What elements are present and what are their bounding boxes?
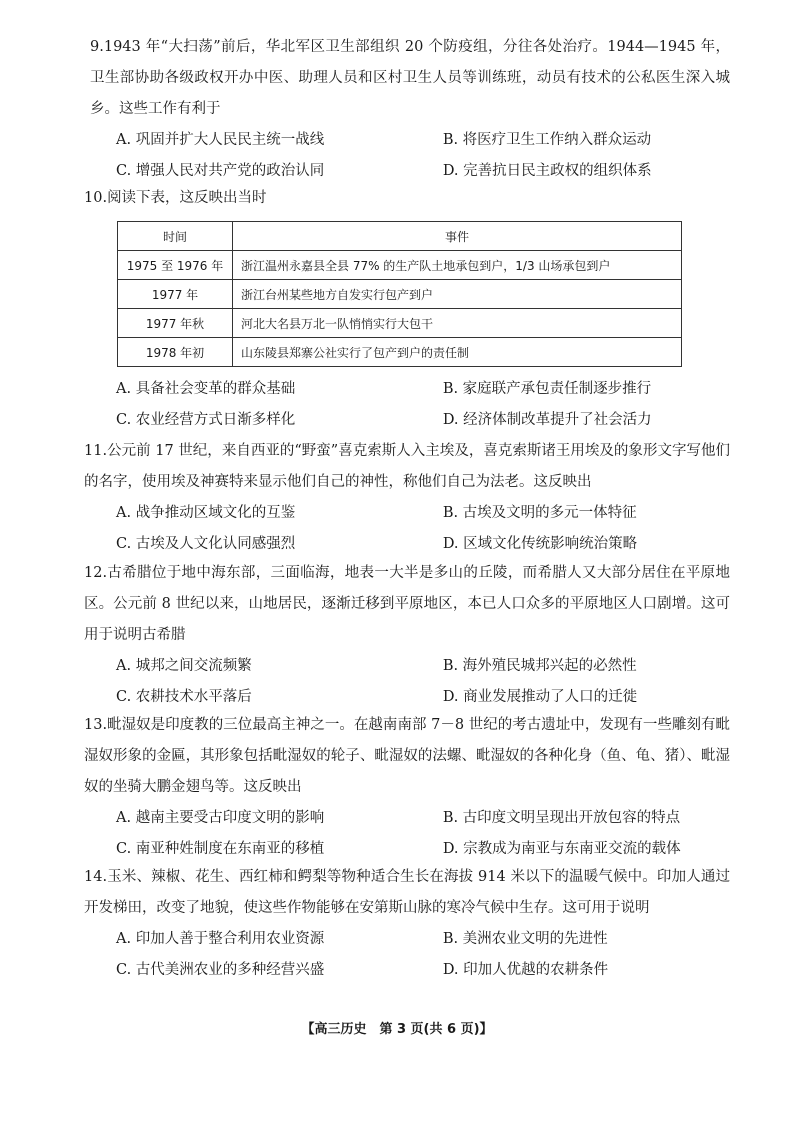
question-10 — [84, 183, 724, 214]
question-number: 13. — [84, 717, 108, 733]
question-text: 毗湿奴是印度教的三位最高主神之一。在越南南部 7－8 世纪的考古遗址中，发现有一些雕刻有毗湿奴形象的金匾，其形象包括毗湿奴的轮子、毗湿奴的法螺、毗湿奴的各种化身（鱼、龟、猪）、毗湿奴的坐骑大鹏金翅鸟等。这反映出 — [84, 717, 730, 795]
option-d: D. 印加人优越的农耕条件 — [442, 962, 609, 978]
question-12 — [84, 558, 730, 713]
option-b: B. 将医疗卫生工作纳入群众运动 — [442, 132, 652, 148]
options — [116, 924, 730, 986]
question-stem — [84, 436, 730, 498]
option-c: C. 古埃及人文化认同感强烈 — [116, 536, 296, 552]
question-9 — [90, 32, 730, 187]
question-stem — [84, 862, 730, 924]
table-row — [118, 338, 682, 367]
table-cell-time: 1975 至 1976 年 — [118, 251, 233, 280]
table-row — [118, 280, 682, 309]
option-a: A. 巩固并扩大人民民主统一战线 — [116, 132, 325, 148]
events-table — [117, 221, 682, 367]
table-cell-time: 1977 年秋 — [118, 309, 233, 338]
table-cell-time: 1977 年 — [118, 280, 233, 309]
table-row — [118, 309, 682, 338]
question-10-options — [90, 374, 730, 436]
question-11 — [84, 436, 730, 560]
option-d: D. 商业发展推动了人口的迁徙 — [442, 689, 638, 705]
question-13 — [84, 710, 730, 865]
question-stem — [84, 710, 730, 803]
table-header-event: 事件 — [233, 222, 682, 251]
option-b: B. 家庭联产承包责任制逐步推行 — [442, 381, 652, 397]
question-number: 10. — [84, 190, 108, 206]
question-stem — [84, 558, 730, 651]
option-c: C. 南亚种姓制度在东南亚的移植 — [116, 841, 325, 857]
question-number: 14. — [84, 869, 108, 885]
option-d: D. 区域文化传统影响统治策略 — [442, 536, 638, 552]
table-cell-event: 山东陵县郑寨公社实行了包产到户的责任制 — [233, 338, 682, 367]
option-b: B. 美洲农业文明的先进性 — [442, 931, 608, 947]
options — [116, 125, 730, 187]
option-d: D. 宗教成为南亚与东南亚交流的载体 — [442, 841, 681, 857]
option-c: C. 增强人民对共产党的政治认同 — [116, 163, 325, 179]
question-text: 公元前 17 世纪，来自西亚的“野蛮”喜克索斯人入主埃及，喜克索斯诸王用埃及的象形文字写他们的名字，使用埃及神赛特来显示他们自己的神性，称他们自己为法老。这反映出 — [84, 443, 730, 490]
option-b: B. 古印度文明呈现出开放包容的特点 — [442, 810, 681, 826]
option-a: A. 印加人善于整合利用农业资源 — [116, 931, 325, 947]
table-cell-event: 河北大名县万北一队悄悄实行大包干 — [233, 309, 682, 338]
options — [116, 651, 730, 713]
options — [116, 374, 730, 436]
question-text: 阅读下表，这反映出当时 — [107, 190, 267, 206]
table-row — [118, 251, 682, 280]
options — [116, 803, 730, 865]
table-cell-event: 浙江温州永嘉县全县 77% 的生产队土地承包到户，1/3 山场承包到户 — [233, 251, 682, 280]
question-text: 1943 年“大扫荡”前后，华北军区卫生部组织 20 个防疫组，分往各处治疗。1944—1945 年，卫生部协助各级政权开办中医、助理人员和区村卫生人员等训练班，动员有技术的公私医生深入城乡。这些工作有利于 — [90, 39, 730, 117]
question-text: 玉米、辣椒、花生、西红柿和鳄梨等物种适合生长在海拔 914 米以下的温暖气候中。印加人通过开发梯田，改变了地貌，使这些作物能够在安第斯山脉的寒冷气候中生存。这可用于说明 — [84, 869, 730, 916]
option-a: A. 越南主要受古印度文明的影响 — [116, 810, 325, 826]
question-number: 11. — [84, 443, 108, 459]
option-c: C. 农耕技术水平落后 — [116, 689, 252, 705]
option-d: D. 经济体制改革提升了社会活力 — [442, 412, 652, 428]
option-d: D. 完善抗日民主政权的组织体系 — [442, 163, 652, 179]
options — [116, 498, 730, 560]
option-c: C. 古代美洲农业的多种经营兴盛 — [116, 962, 325, 978]
table-cell-time: 1978 年初 — [118, 338, 233, 367]
question-stem — [90, 32, 730, 125]
question-number: 9. — [90, 39, 104, 55]
option-c: C. 农业经营方式日渐多样化 — [116, 412, 296, 428]
option-b: B. 海外殖民城邦兴起的必然性 — [442, 658, 637, 674]
option-b: B. 古埃及文明的多元一体特征 — [442, 505, 637, 521]
table-header-time: 时间 — [118, 222, 233, 251]
question-number: 12. — [84, 565, 108, 581]
question-stem — [84, 183, 724, 214]
option-a: A. 具备社会变革的群众基础 — [116, 381, 296, 397]
table-cell-event: 浙江台州某些地方自发实行包产到户 — [233, 280, 682, 309]
question-14 — [84, 862, 730, 986]
page-footer: 【高三历史 第 3 页(共 6 页)】 — [301, 1022, 493, 1037]
question-text: 古希腊位于地中海东部，三面临海，地表一大半是多山的丘陵，而希腊人又大部分居住在平原地区。公元前 8 世纪以来，山地居民，逐渐迁移到平原地区，本已人口众多的平原地区人口剧增。这可用于说明古希腊 — [84, 565, 730, 643]
option-a: A. 城邦之间交流频繁 — [116, 658, 252, 674]
table-header-row — [118, 222, 682, 251]
option-a: A. 战争推动区域文化的互鉴 — [116, 505, 296, 521]
